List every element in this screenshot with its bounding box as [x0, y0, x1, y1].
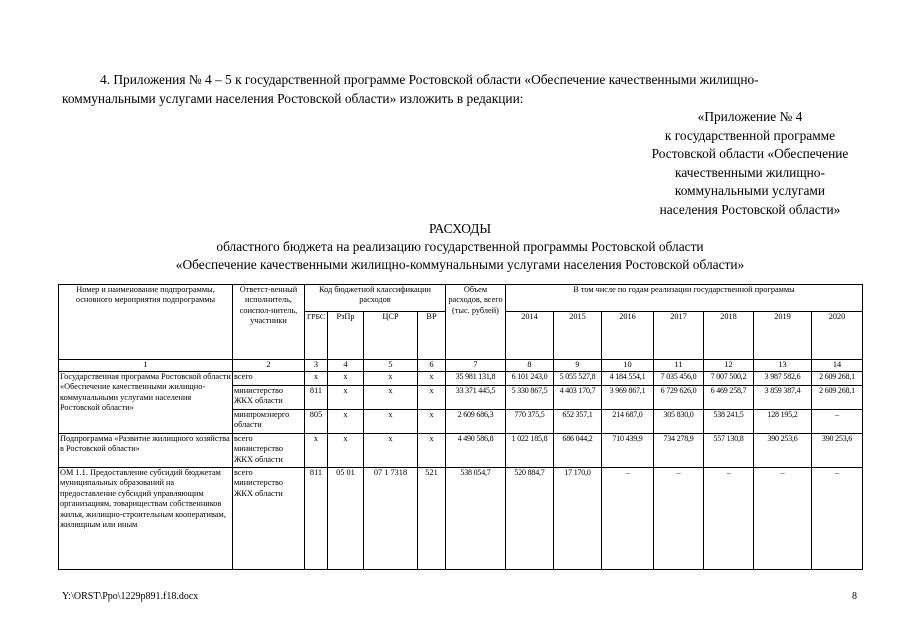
header-year: 2015: [554, 312, 602, 360]
header-rzpr: РзПр: [328, 312, 364, 360]
expenses-table: [58, 284, 863, 570]
header-row: [59, 285, 863, 312]
row-year-value: 390 253,6: [754, 434, 812, 468]
row-year-value: –: [812, 410, 863, 434]
row-rzpr: x: [328, 386, 364, 410]
row-csr: x: [364, 410, 418, 434]
heading-title: РАСХОДЫ: [428, 221, 492, 236]
header-year: 2019: [754, 312, 812, 360]
column-number: 5: [364, 360, 418, 372]
row-grbs: 811: [305, 468, 328, 570]
row-year-value: 4 403 170,7: [554, 386, 602, 410]
row-year-value: 17 170,0: [554, 468, 602, 570]
column-number: 3: [305, 360, 328, 372]
row-year-value: 214 687,0: [602, 410, 654, 434]
header-name: Номер и наименование подпрограммы, основного мероприятия подпрограммы: [59, 285, 233, 360]
header-code: Код бюджетной классификации расходов: [305, 285, 446, 312]
row-vr: x: [418, 372, 446, 386]
row-rzpr: x: [328, 372, 364, 386]
row-year-value: 305 830,0: [654, 410, 704, 434]
row-year-value: 6 469 258,7: [704, 386, 754, 410]
row-year-value: 2 609 268,1: [812, 386, 863, 410]
footer-page-number: 8: [852, 591, 857, 602]
row-csr: 07 1 7318: [364, 468, 418, 570]
row-year-value: 3 969 867,1: [602, 386, 654, 410]
row-year-value: 390 253,6: [812, 434, 863, 468]
gp-name: Государственная программа Ростовской области «Обеспечение качественными жилищно-коммунальными услугами населения Ростовской области»: [59, 372, 233, 434]
column-number: 8: [506, 360, 554, 372]
header-year: 2017: [654, 312, 704, 360]
row-vr: 521: [418, 468, 446, 570]
heading-line-3: «Обеспечение качественными жилищно-коммунальными услугами населения Ростовской области»: [175, 257, 745, 272]
sub-name: Подпрограмма «Развитие жилищного хозяйства в Ростовской области»: [59, 434, 233, 468]
row-year-value: 7 007 500,2: [704, 372, 754, 386]
header-executor: Ответст-венный исполнитель, соиспол-нитель, участники: [233, 285, 305, 360]
row-grbs: x: [305, 372, 328, 386]
header-years-group: В том числе по годам реализации государственной программы: [506, 285, 863, 312]
header-year: 2016: [602, 312, 654, 360]
footer-file-path: Y:\ORST\Ppo\1229p891.f18.docx: [62, 591, 199, 602]
row-year-value: 5 055 527,8: [554, 372, 602, 386]
row-executor: всего министерство ЖКХ области: [233, 434, 305, 468]
intro-line-2: коммунальными услугами населения Ростовской области» изложить в редакции:: [62, 91, 524, 106]
row-year-value: 710 439,9: [602, 434, 654, 468]
row-year-value: 5 330 867,5: [506, 386, 554, 410]
row-vr: x: [418, 386, 446, 410]
row-year-value: –: [704, 468, 754, 570]
row-year-value: –: [602, 468, 654, 570]
row-csr: x: [364, 434, 418, 468]
table-heading: [0, 220, 905, 274]
row-total: 35 981 131,8: [446, 372, 506, 386]
appendix-line: «Приложение № 4: [697, 109, 803, 124]
row-year-value: 1 022 185,8: [506, 434, 554, 468]
row-year-value: 734 278,9: [654, 434, 704, 468]
row-year-value: –: [754, 468, 812, 570]
row-executor: минпромэнерго области: [233, 410, 305, 434]
row-grbs: 811: [305, 386, 328, 410]
header-year: 2014: [506, 312, 554, 360]
column-number: 2: [233, 360, 305, 372]
intro-line-1: 4. Приложения № 4 – 5 к государственной программе Ростовской области «Обеспечение качественными жилищно-: [100, 72, 759, 87]
table-row: [59, 468, 863, 570]
row-rzpr: x: [328, 410, 364, 434]
row-vr: x: [418, 434, 446, 468]
row-year-value: 686 044,2: [554, 434, 602, 468]
heading-line-2: областного бюджета на реализацию государственной программы Ростовской области: [216, 239, 704, 254]
row-executor: всего министерство ЖКХ области: [233, 468, 305, 570]
row-year-value: 520 884,7: [506, 468, 554, 570]
row-year-value: 7 035 456,0: [654, 372, 704, 386]
column-number: 6: [418, 360, 446, 372]
appendix-line: коммунальными услугами: [674, 183, 826, 198]
column-number: 14: [812, 360, 863, 372]
appendix-reference: [600, 108, 900, 219]
row-year-value: –: [654, 468, 704, 570]
header-year: 2018: [704, 312, 754, 360]
column-number: 13: [754, 360, 812, 372]
table-row: [59, 372, 863, 386]
column-number: 10: [602, 360, 654, 372]
row-total: 538 054,7: [446, 468, 506, 570]
row-year-value: 2 609 268,1: [812, 372, 863, 386]
row-year-value: 3 859 387,4: [754, 386, 812, 410]
row-year-value: 128 195,2: [754, 410, 812, 434]
row-year-value: 6 101 243,0: [506, 372, 554, 386]
row-year-value: 538 241,5: [704, 410, 754, 434]
column-number: 7: [446, 360, 506, 372]
om-name: ОМ 1.1. Предоставление субсидий бюджетам муниципальных образований на предоставление субсидий управляющим организациям, товариществам собственников жилья, жилищно-строительным кооперативам, жилищным или иным: [59, 468, 233, 570]
row-executor: всего: [233, 372, 305, 386]
row-total: 4 490 586,8: [446, 434, 506, 468]
column-number: 1: [59, 360, 233, 372]
column-number: 11: [654, 360, 704, 372]
row-rzpr: x: [328, 434, 364, 468]
appendix-line: населения Ростовской области»: [659, 201, 841, 217]
column-numbers-row: [59, 360, 863, 372]
appendix-line: Ростовской области «Обеспечение: [651, 146, 849, 161]
header-vr: ВР: [418, 312, 446, 360]
header-csr: ЦСР: [364, 312, 418, 360]
row-year-value: 652 357,1: [554, 410, 602, 434]
row-year-value: 770 375,5: [506, 410, 554, 434]
row-rzpr: 05 01: [328, 468, 364, 570]
intro-paragraph: [62, 70, 862, 108]
header-year: 2020: [812, 312, 863, 360]
header-grbs: ГРБС: [305, 312, 328, 360]
appendix-line: качественными жилищно-: [675, 164, 825, 180]
row-csr: x: [364, 386, 418, 410]
row-total: 2 609 686,3: [446, 410, 506, 434]
row-year-value: 6 729 626,0: [654, 386, 704, 410]
row-year-value: –: [812, 468, 863, 570]
row-total: 33 371 445,5: [446, 386, 506, 410]
row-year-value: 557 130,8: [704, 434, 754, 468]
row-grbs: 805: [305, 410, 328, 434]
row-vr: x: [418, 410, 446, 434]
appendix-line: к государственной программе: [664, 127, 836, 143]
header-volume: Объем расходов, всего (тыс. рублей): [446, 285, 506, 360]
row-year-value: 3 987 582,6: [754, 372, 812, 386]
row-executor: министерство ЖКХ области: [233, 386, 305, 410]
column-number: 4: [328, 360, 364, 372]
row-csr: x: [364, 372, 418, 386]
row-grbs: x: [305, 434, 328, 468]
column-number: 12: [704, 360, 754, 372]
column-number: 9: [554, 360, 602, 372]
table-row: [59, 434, 863, 468]
row-year-value: 4 184 554,1: [602, 372, 654, 386]
